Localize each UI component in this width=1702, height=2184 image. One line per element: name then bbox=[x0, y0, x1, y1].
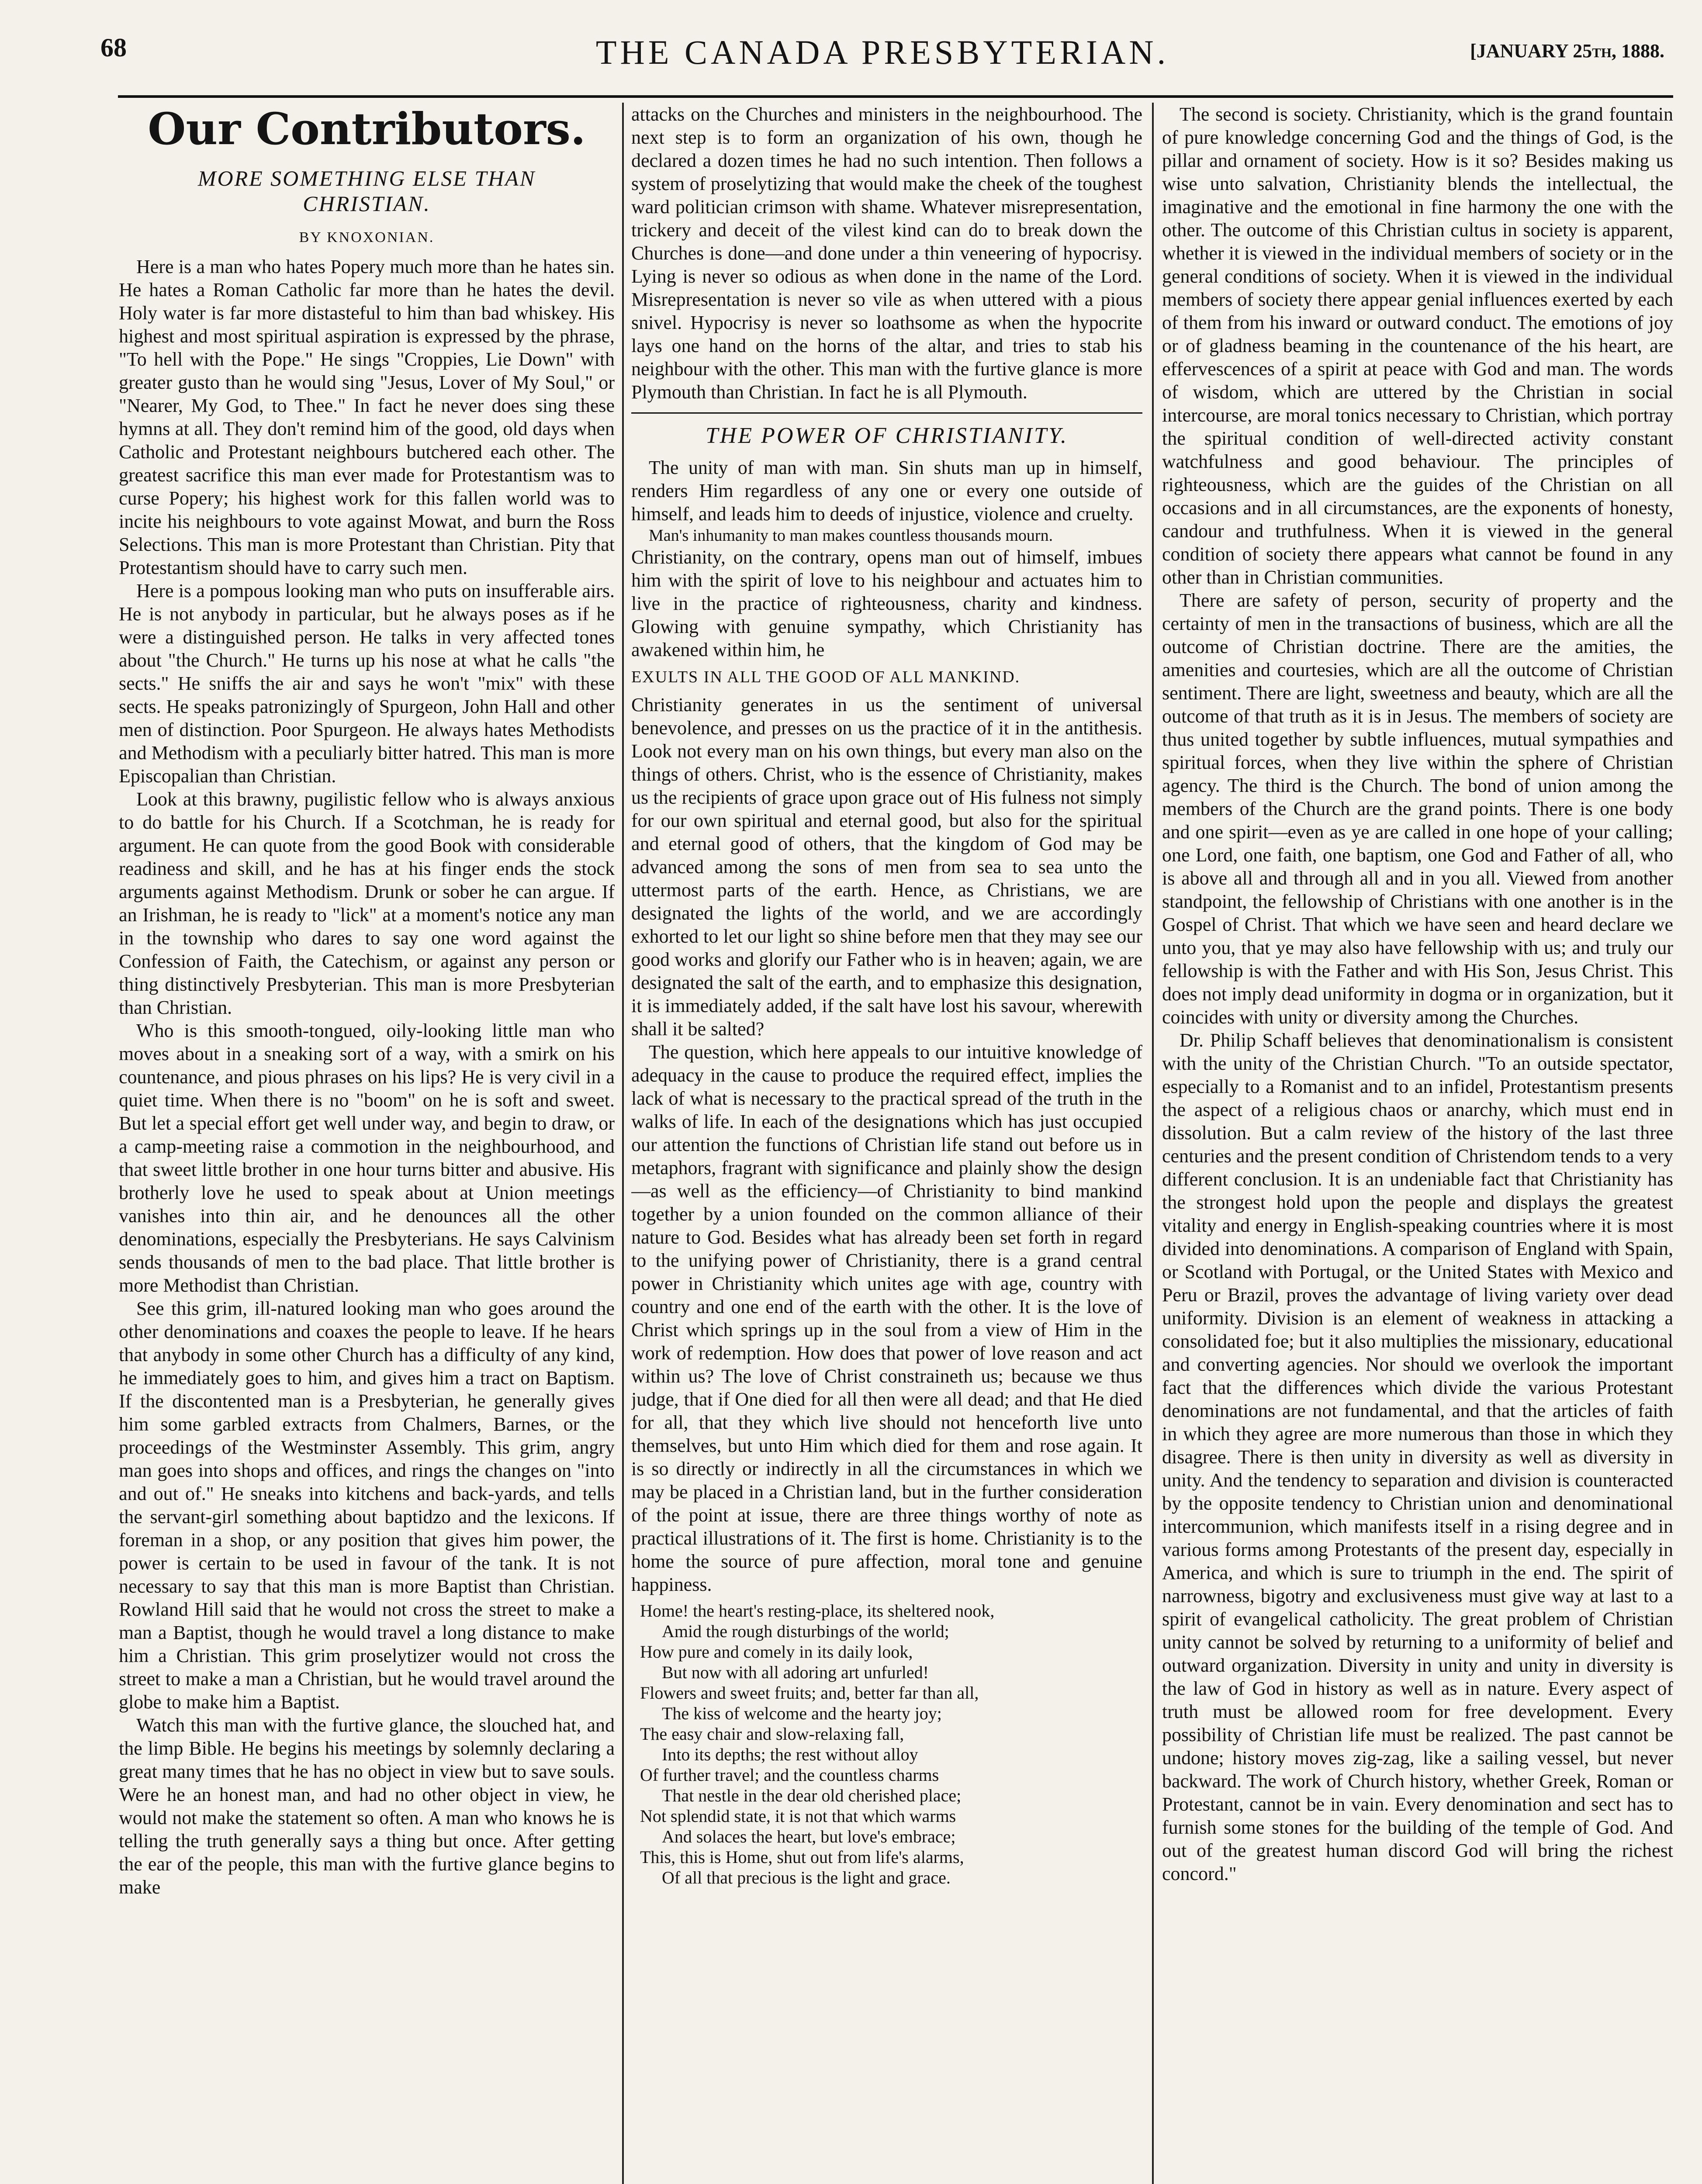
column-rule-2 bbox=[1152, 103, 1154, 2184]
poem-line: Of further travel; and the countless charms bbox=[640, 1765, 939, 1785]
poem-line: Not splendid state, it is not that which warms bbox=[640, 1806, 956, 1826]
paragraph: Christianity, on the contrary, opens man out of himself, imbues him with the spirit of love to his neighbour and actuates him to live in the practice of righteousness, charity and kindness. Glowing with genuine sympathy, which Christianity has awakened within him, he bbox=[631, 546, 1142, 660]
poem-line: Into its depths; the rest without alloy bbox=[662, 1745, 918, 1764]
column-3 bbox=[1162, 103, 1673, 2184]
paragraph: There are safety of person, security of property and the certainty of men in the transactions of business, which are all the outcome of Christian doctrine. There are the amities, the amenities and courtesies, which are all the outcome of Christian sentiment. There are light, sweetness and beauty, which are all the outcome of that truth as it is in Jesus. The members of society are thus united together by subtle influences, mutual sympathies and spiritual forces, when they live within the sphere of Christian agency. The third is the Church. The bond of union among the members of the Church are the grand points. There is one body and one spirit—even as ye are called in one hope of your calling; one Lord, one faith, one baptism, one God and Father of all, who is above all and through all and in you all. Viewed from another standpoint, the fellowship of Christians with one another is in the Gospel of Christ. That which we have seen and heard declare we unto you, that ye may also have fellowship with us; and truly our fellowship is with the Father and with His Son, Jesus Christ. This does not imply dead uniformity in dogma or in organization, but it coincides with unity or diversity among the Churches. bbox=[1162, 590, 1673, 1028]
paragraph: Christianity generates in us the sentiment of universal benevolence, and presses on us the practice of it in the antithesis. Look not every man on his own things, but every man also on the things of others. Christ, who is the essence of Christianity, makes us the recipients of grace upon grace out of His fulness not simply for our own spiritual and eternal good, but also for the spiritual and eternal good of others, that the kingdom of God may be advanced among the sons of men from sea to sea unto the uttermost parts of the earth. Hence, as Christians, we are designated the lights of the world, and we are accordingly exhorted to let our light so shine before men that they may see our good works and glorify our Father who is in heaven; again, we are designated the salt of the earth, and to emphasize this designation, it is immediately added, if the salt have lost his savour, wherewith shall it be salted? bbox=[631, 694, 1142, 1040]
quotation: Man's inhumanity to man makes countless thousands mourn. bbox=[649, 526, 1053, 545]
article-title: THE POWER OF CHRISTIANITY. bbox=[631, 412, 1142, 447]
paragraph: Watch this man with the furtive glance, the slouched hat, and the limp Bible. He begins his meetings by solemnly declaring a great many times that he has no object in view but to save souls. Were he an honest man, and had no other object in view, he would not make the statement so often. A man who knows he is telling the truth generally says a thing but once. After getting the ear of the people, this man with the furtive glance begins to make bbox=[119, 1714, 615, 1898]
poem-line: Amid the rough disturbings of the world; bbox=[662, 1621, 949, 1641]
poem-line: But now with all adoring art unfurled! bbox=[662, 1662, 929, 1682]
paragraph: The question, which here appeals to our intuitive knowledge of adequacy in the cause to produce the required effect, implies the lack of what is necessary to the practical spread of the truth in the walks of life. In each of the designations which has just occupied our attention the functions of Christian life stand out before us in metaphors, fragrant with significance and plainly show the design—as well as the efficiency—of Christianity to bind mankind together by a union founded on the common alliance of their nature to God. Besides what has already been set forth in regard to the unifying power of Christianity, there is a grand central power in Christianity which unites age with age, country with country and one end of the earth with the other. It is the love of Christ which springs up in the soul from a view of Him in the work of redemption. How does that power of love reason and act within us? The love of Christ constraineth us; because we thus judge, that if One died for all then were all dead; and that He died for all, that they which live should not henceforth live unto themselves, but unto Him which died for them and rose again. It is so directly or indirectly in all the circumstances in which we may be placed in a Christian land, but in the further consideration of the point at issue, there are three things worthy of note as practical illustrations of it. The first is home. Christianity is to the home the source of pure affection, moral tone and genuine happiness. bbox=[631, 1041, 1142, 1595]
poem-line: This, this is Home, shut out from life's alarms, bbox=[640, 1847, 964, 1867]
paragraph: See this grim, ill-natured looking man who goes around the other denominations and coaxes the people to leave. If he hears that anybody in some other Church has a difficulty of any kind, he immediately goes to him, and gives him a tract on Baptism. If the discontented man is a Presbyterian, he generally gives him some garbled extracts from Chalmers, Barnes, or the proceedings of the Westminster Assembly. This grim, angry man goes into shops and offices, and rings the changes on "into and out of." He sneaks into kitchens and back-yards, and tells the servant-girl something about baptidzo and the lexicons. If foreman in a shop, or any position that gives him power, the power is certain to be used in favour of the tank. It is not necessary to say that this man is more Baptist than Christian. Rowland Hill said that he would not cross the street to make a man a Baptist, though he would travel a long distance to make him a Christian. This grim proselytizer would not cross the street to make a man a Christian, but he would travel around the globe to make him a Baptist. bbox=[119, 1298, 615, 1713]
paragraph-continued: attacks on the Churches and ministers in the neighbourhood. The next step is to form an organization of his own, though he declared a dozen times he had no such intention. Then follows a system of proselytizing that would make the cheek of the toughest ward politician crimson with shame. Whatever misrepresentation, trickery and deceit of the vilest kind can do to break down the Churches is done—and done under a thin veneering of hypocrisy. Lying is never so odious as when done in the name of the Lord. Misrepresentation is never so vile as when uttered with a pious snivel. Hypocrisy is never so loathsome as when the hypocrite lays one hand on the horns of the altar, and tries to stab his neighbour with the other. This man with the furtive glance is more Plymouth than Christian. In fact he is all Plymouth. bbox=[631, 104, 1142, 403]
section-masthead: Our Contributors. bbox=[148, 103, 586, 155]
poem-line: That nestle in the dear old cherished place; bbox=[662, 1786, 962, 1805]
paragraph: The unity of man with man. Sin shuts man up in himself, renders Him regardless of any one or every one outside of himself, and leads him to deeds of injustice, violence and cruelty. bbox=[631, 457, 1142, 525]
paragraph: Dr. Philip Schaff believes that denominationalism is consistent with the unity of the Christian Church. "To an outside spectator, especially to a Romanist and to an infidel, Protestantism presents the aspect of a religious chaos or anarchy, which must end in dissolution. But a calm review of the history of the last three centuries and the present condition of Christendom tends to a very different conclusion. It is an undeniable fact that Christianity has the strongest hold upon the people and displays the greatest vitality and energy in English-speaking countries where it is most divided into denominations. A comparison of England with Spain, or Scotland with Portugal, or the United States with Mexico and Peru or Brazil, proves the advantage of living variety over dead uniformity. Division is an element of weakness in attacking a consolidated foe; but it also multiplies the missionary, educational and converting agencies. Nor should we overlook the important fact that the differences which divide the various Protestant denominations are not fundamental, and that the articles of faith in which they agree are more numerous than those in which they disagree. There is then unity in diversity as well as diversity in unity. And the tendency to separation and division is counteracted by the opposite tendency to Christian union and denominational intercommunion, which manifests itself in a rising degree and in various forms among Protestants of the present day, especially in America, and which is sure to triumph in the end. The spirit of narrowness, bigotry and exclusiveness must give way at last to a spirit of evangelical catholicity. The great problem of Christian unity cannot be solved by returning to a uniformity of belief and outward organization. Diversity in unity and unity in diversity is the law of God in history as well as in nature. Every aspect of truth must be allowed room for free development. Every possibility of Christian life must be realized. The past cannot be undone; history moves zig-zag, like a sailing vessel, but never backward. The work of Church history, whether Greek, Roman or Protestant, cannot be in vain. Every denomination and sect has to furnish some stones for the building of the temple of God. And out of the greatest human discord God will bring the richest concord." bbox=[1162, 1030, 1673, 1884]
poem-line: Of all that precious is the light and grace. bbox=[662, 1868, 951, 1887]
paragraph: The second is society. Christianity, which is the grand fountain of pure knowledge concerning God and the things of God, is the pillar and ornament of society. How is it so? Besides making us wise unto salvation, Christianity blends the intellectual, the imaginative and the emotional in fine harmony the one with the other. The outcome of this Christian cultus in society is apparent, whether it is viewed in the individual members of society or in the general conditions of society. When it is viewed in the individual members of society there appear genial influences exerted by each of them from his inward or outward conduct. The emotions of joy or of gladness beaming in the countenance of the his heart, are effervescences of a spirit at peace with God and man. The words of wisdom, which are uttered by the Christian in social intercourse, are moral tonics necessary to Christian, which portray the spiritual condition of well-directed activity constant watchfulness and good behaviour. The principles of righteousness, which are the guides of the Christian on all occasions and in all circumstances, are the exponents of honesty, candour and truthfulness. When it is viewed in the general condition of society there appears what cannot be found in any other than in Christian communities. bbox=[1162, 104, 1673, 588]
newspaper-title: THE CANADA PRESBYTERIAN. bbox=[595, 33, 1169, 71]
column-rule-1 bbox=[622, 103, 624, 2184]
poem bbox=[640, 1600, 1142, 1888]
column-2 bbox=[631, 103, 1142, 2184]
poem-line: And solaces the heart, but love's embrace; bbox=[662, 1827, 956, 1846]
poem-line: The kiss of welcome and the hearty joy; bbox=[662, 1704, 942, 1723]
poem-line: How pure and comely in its daily look, bbox=[640, 1642, 913, 1662]
poem-line: Flowers and sweet fruits; and, better far than all, bbox=[640, 1683, 979, 1703]
paragraph: Look at this brawny, pugilistic fellow who is always anxious to do battle for his Church. If a Scotchman, he is ready for argument. He can quote from the good Book with considerable readiness and skill, and he has at his finger ends the stock arguments against Methodism. Drunk or sober he can argue. If an Irishman, he is ready to "lick" at a moment's notice any man in the township who dares to say one word against the Confession of Faith, the Catechism, or against any person or thing distinctively Presbyterian. This man is more Presbyterian than Christian. bbox=[119, 788, 615, 1018]
page-header bbox=[100, 24, 1664, 81]
header-rule bbox=[118, 95, 1673, 98]
paragraph: Here is a man who hates Popery much more than he hates sin. He hates a Roman Catholic far more than he hates the devil. Holy water is far more distasteful to him than bad whiskey. His highest and most spiritual aspiration is expressed by the phrase, "To hell with the Pope." He sings "Croppies, Lie Down" with greater gusto than he would sing "Jesus, Lover of My Soul," or "Nearer, My God, to Thee." In fact he never does sing these hymns at all. They don't remind him of the good, old days when Catholic and Protestant neighbours butchered each other. The greatest sacrifice this man ever made for Protestantism was to curse Popery; his highest work for this fallen world was to incite his neighbours to vote against Mowat, and burn the Ross Selections. This man is more Protestant than Christian. Pity that Protestantism should have to carry such men. bbox=[119, 256, 615, 578]
article-title: MORE SOMETHING ELSE THAN CHRISTIAN. bbox=[197, 166, 536, 216]
subheading: EXULTS IN ALL THE GOOD OF ALL MANKIND. bbox=[631, 668, 1021, 686]
article-byline: BY KNOXONIAN. bbox=[299, 229, 435, 245]
column-1 bbox=[119, 103, 615, 2184]
paragraph: Who is this smooth-tongued, oily-looking little man who moves about in a sneaking sort of a way, with a smirk on his countenance, and pious phrases on his lips? He is very civil in a quiet time. When there is no "boom" on he is soft and sweet. But let a special effort get well under way, and begin to draw, or a camp-meeting raise a commotion in the neighbourhood, and that sweet little brother in one hour turns bitter and abusive. His brotherly love he used to speak about at Union meetings vanishes into thin air, and he denounces all the other denominations, especially the Presbyterians. He says Calvinism sends thousands of men to the bad place. That little brother is more Methodist than Christian. bbox=[119, 1020, 615, 1296]
poem-line: Home! the heart's resting-place, its sheltered nook, bbox=[640, 1601, 995, 1621]
poem-line: The easy chair and slow-relaxing fall, bbox=[640, 1724, 904, 1744]
issue-date: [JANUARY 25th, 1888. bbox=[1470, 40, 1664, 62]
paragraph: Here is a pompous looking man who puts on insufferable airs. He is not anybody in particular, but he always poses as if he were a distinguished person. He talks in very affected tones about "the Church." He turns up his nose at what he calls "the sects." He sniffs the air and says he won't "mix" with these sects. He speaks patronizingly of Spurgeon, John Hall and other men of distinction. Poor Spurgeon. He always hates Methodists and Methodism with a peculiarly bitter hatred. This man is more Episcopalian than Christian. bbox=[119, 580, 615, 787]
page-number: 68 bbox=[100, 33, 127, 62]
